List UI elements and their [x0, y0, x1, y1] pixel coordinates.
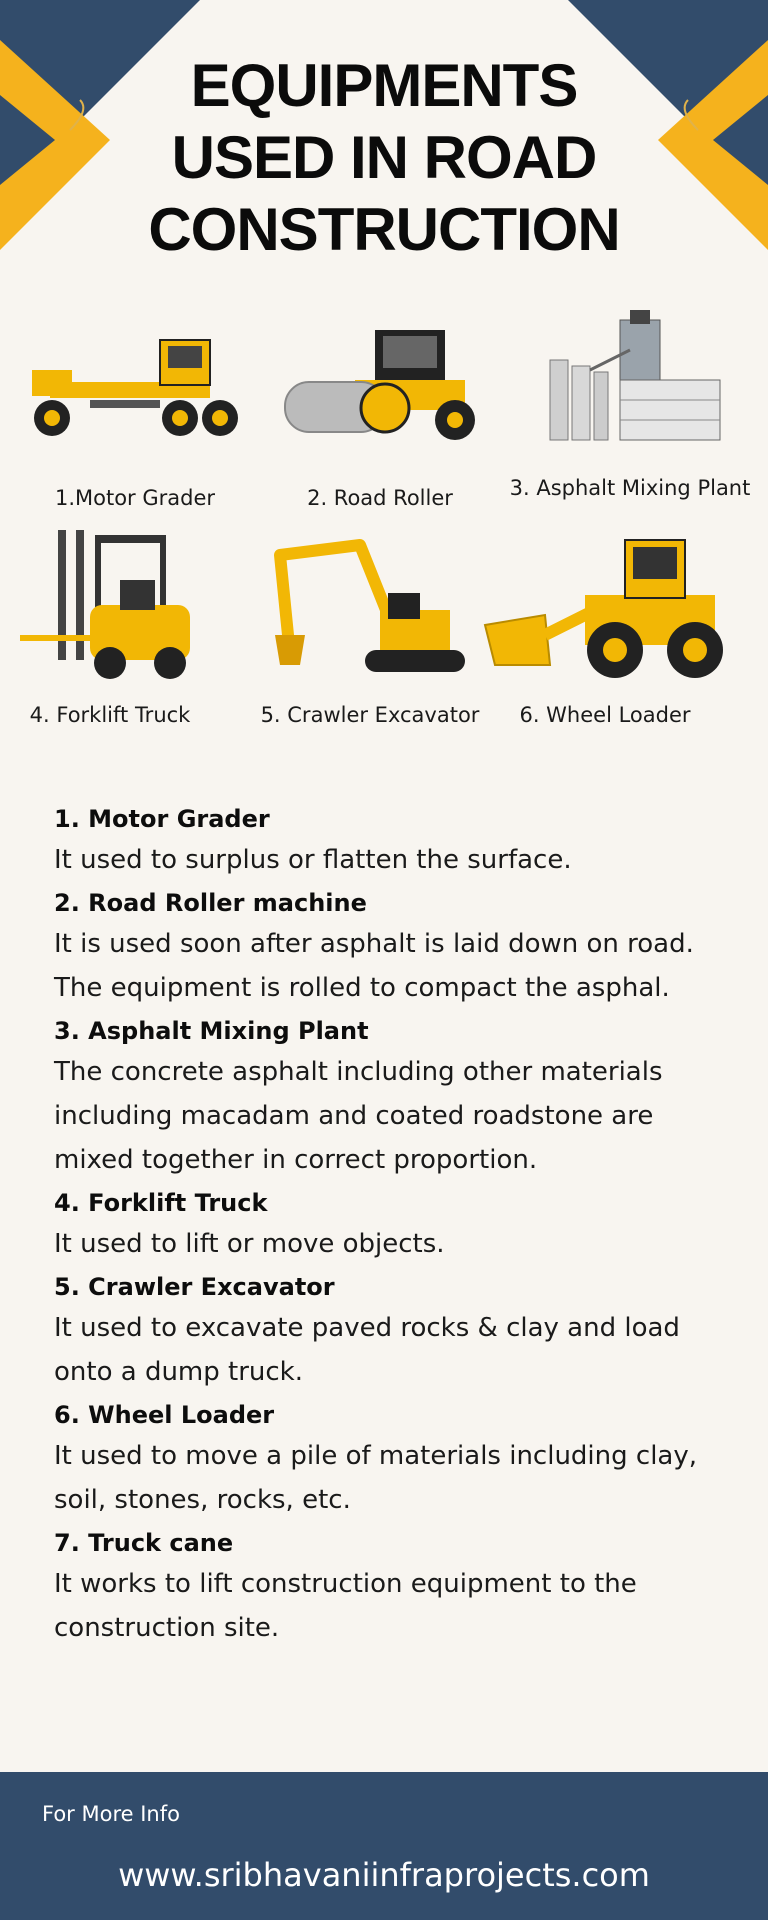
equipment-descriptions: [54, 800, 724, 1652]
equipment-label: 2. Road Roller: [307, 486, 453, 510]
description-heading: 4. Forklift Truck: [54, 1189, 268, 1217]
description-item: [54, 1396, 724, 1522]
description-text: It used to surplus or flatten the surface.: [54, 845, 572, 875]
equipment-item-road-roller: [265, 320, 495, 510]
description-item: [54, 800, 724, 882]
description-heading: 1. Motor Grader: [54, 805, 270, 833]
road-roller-icon: [265, 320, 495, 450]
title-line-3: CONSTRUCTION: [148, 196, 620, 263]
equipment-item-wheel-loader: [450, 525, 760, 727]
excavator-icon: [270, 525, 470, 685]
equipment-label: 6. Wheel Loader: [519, 703, 691, 727]
website-link[interactable]: www.sribhavaniinfraprojects.com: [118, 1856, 650, 1894]
description-item: [54, 1524, 724, 1650]
description-item: [54, 1184, 724, 1266]
description-heading: 2. Road Roller machine: [54, 889, 367, 917]
asphalt-plant-icon: [530, 310, 730, 450]
description-text: The concrete asphalt including other materials including macadam and coated roadstone are mixed together in correct proportion.: [54, 1057, 663, 1175]
title-line-1: EQUIPMENTS: [190, 52, 578, 119]
description-text: It used to lift or move objects.: [54, 1229, 445, 1259]
equipment-label: 4. Forklift Truck: [29, 703, 191, 727]
footer-more-info: For More Info: [42, 1802, 180, 1826]
description-heading: 5. Crawler Excavator: [54, 1273, 335, 1301]
equipment-label: 1.Motor Grader: [54, 486, 216, 510]
footer: [0, 1772, 768, 1920]
description-text: It is used soon after asphalt is laid down on road. The equipment is rolled to compact the asphal.: [54, 929, 694, 1003]
title-line-2: USED IN ROAD: [171, 124, 597, 191]
description-item: [54, 884, 724, 1010]
description-text: It works to lift construction equipment to the construction site.: [54, 1569, 637, 1643]
description-text: It used to excavate paved rocks & clay and load onto a dump truck.: [54, 1313, 680, 1387]
wheel-loader-icon: [475, 525, 735, 685]
description-heading: 7. Truck cane: [54, 1529, 234, 1557]
motor-grader-icon: [20, 320, 250, 450]
description-text: It used to move a pile of materials including clay, soil, stones, rocks, etc.: [54, 1441, 698, 1515]
description-item: [54, 1268, 724, 1394]
forklift-icon: [10, 525, 210, 685]
equipment-item-forklift: [5, 525, 215, 727]
equipment-item-asphalt-plant: [500, 310, 760, 500]
page-title: [0, 50, 768, 266]
description-heading: 6. Wheel Loader: [54, 1401, 275, 1429]
equipment-label: 5. Crawler Excavator: [260, 703, 480, 727]
description-item: [54, 1012, 724, 1182]
equipment-label: 3. Asphalt Mixing Plant: [509, 476, 751, 500]
description-heading: 3. Asphalt Mixing Plant: [54, 1017, 369, 1045]
equipment-item-motor-grader: [20, 320, 250, 510]
